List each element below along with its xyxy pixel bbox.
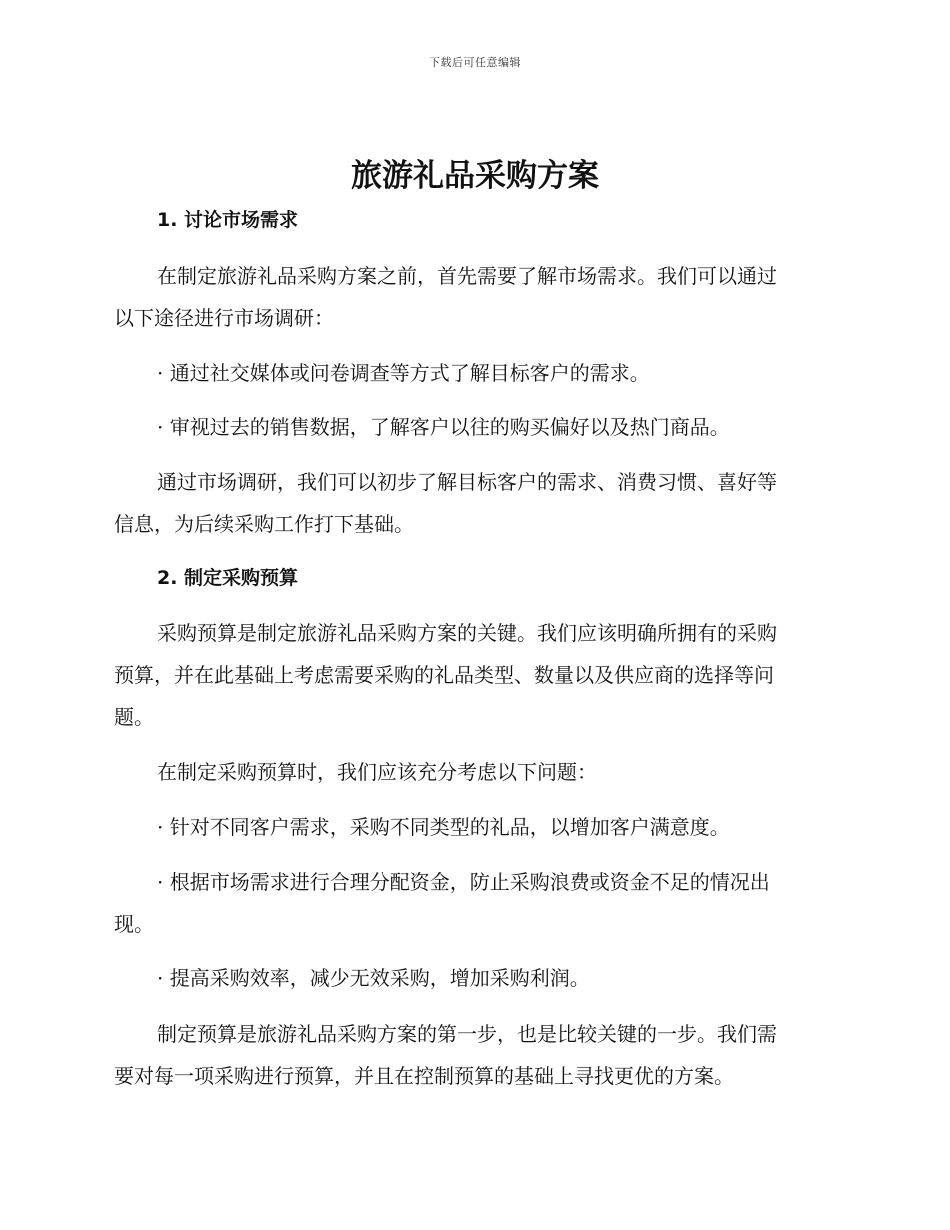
bullet-line: · 针对不同客户需求，采购不同类型的礼品，以增加客户满意度。 (157, 815, 730, 839)
section-1-paragraph-2 (114, 461, 836, 545)
bullet-line: · 通过社交媒体或问卷调查等方式了解目标客户的需求。 (157, 361, 650, 385)
paragraph-line: 采购预算是制定旅游礼品采购方案的关键。我们应该明确所拥有的采购 (157, 621, 777, 645)
section-2-bullet-3 (114, 957, 836, 999)
section-2-heading: 2. 制定采购预算 (157, 567, 299, 589)
paragraph-line: 题。 (114, 705, 154, 729)
section-2-paragraph-3 (114, 1013, 836, 1097)
paragraph-line: 信息，为后续采购工作打下基础。 (114, 512, 414, 536)
bullet-line: · 提高采购效率，减少无效采购，增加采购利润。 (157, 966, 590, 990)
section-2-paragraph-2 (114, 751, 836, 793)
section-1-paragraph-1 (114, 255, 836, 339)
paragraph-line: 在制定旅游礼品采购方案之前，首先需要了解市场需求。我们可以通过 (157, 264, 777, 288)
bullet-line: · 审视过去的销售数据，了解客户以往的购买偏好以及热门商品。 (157, 415, 730, 439)
section-2-paragraph-1 (114, 612, 836, 738)
paragraph-line: 以下途径进行市场调研： (114, 306, 334, 330)
section-1-bullet-2 (114, 406, 836, 448)
paragraph-line: 通过市场调研，我们可以初步了解目标客户的需求、消费习惯、喜好等 (157, 470, 777, 494)
paragraph-line: 预算，并在此基础上考虑需要采购的礼品类型、数量以及供应商的选择等问 (114, 663, 774, 687)
bullet-line: · 根据市场需求进行合理分配资金，防止采购浪费或资金不足的情况出 (157, 870, 770, 894)
paragraph-line: 制定预算是旅游礼品采购方案的第一步，也是比较关键的一步。我们需 (157, 1022, 777, 1046)
document-title: 旅游礼品采购方案 (351, 158, 599, 194)
section-2-bullet-2 (114, 861, 836, 945)
paragraph-line: 要对每一项采购进行预算，并且在控制预算的基础上寻找更优的方案。 (114, 1064, 734, 1088)
section-1-bullet-1 (114, 352, 836, 394)
paragraph-line: 在制定采购预算时，我们应该充分考虑以下问题： (157, 760, 597, 784)
bullet-line: 现。 (114, 912, 154, 936)
section-2-bullet-1 (114, 806, 836, 848)
section-1-heading: 1. 讨论市场需求 (157, 209, 299, 231)
page-header-note: 下载后可任意编辑 (429, 56, 521, 69)
